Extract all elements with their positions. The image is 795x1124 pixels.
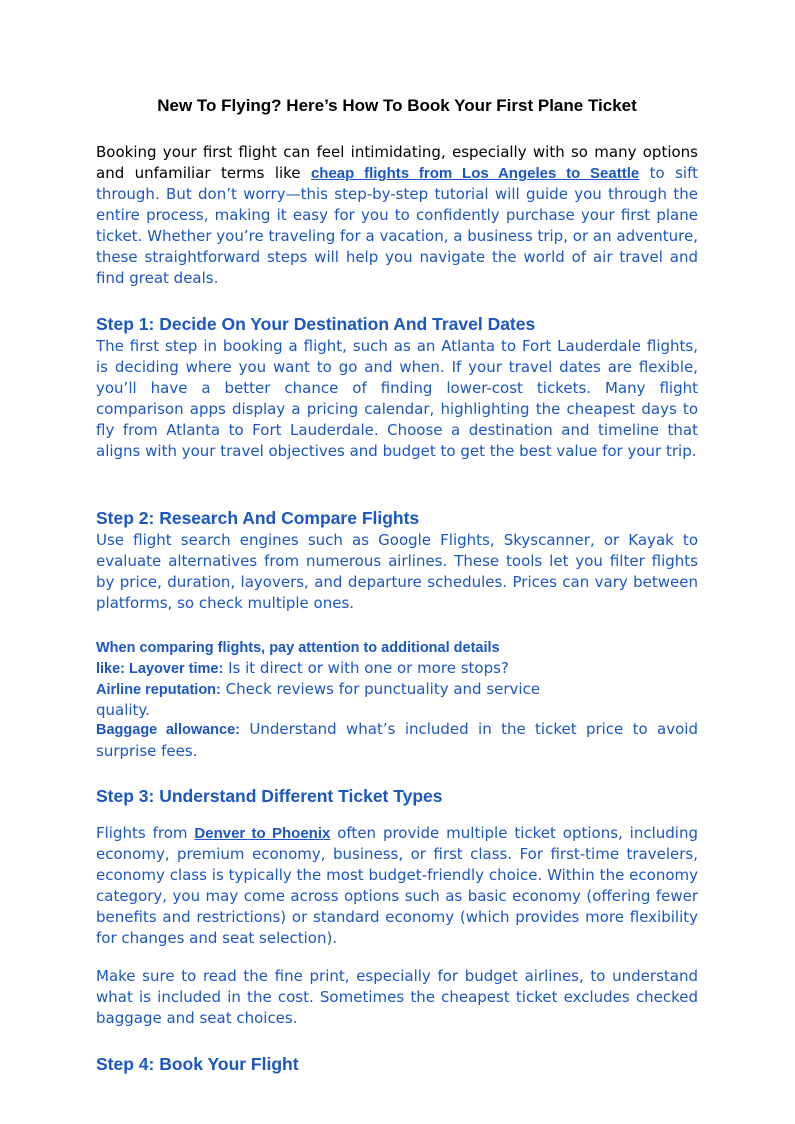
step2-body: Use flight search engines such as Google Flights, Skyscanner, or Kayak to evaluate alternatives from numerous airlines. These tools let you filter flights by price, duration, layovers, and departure schedules. Prices can vary between platforms, so check multiple ones.	[96, 531, 698, 612]
baggage-text: Understand what’s included in the ticket price to avoid surprise fees.	[96, 720, 698, 760]
step1-heading: Step 1: Decide On Your Destination And Travel Dates	[96, 314, 536, 334]
intro-paragraph	[96, 142, 698, 289]
details-heading: When comparing flights, pay attention to additional details	[96, 640, 500, 656]
step4-heading: Step 4: Book Your Flight	[96, 1054, 299, 1074]
denver-phoenix-link[interactable]: Denver to Phoenix	[194, 825, 331, 842]
step2-heading: Step 2: Research And Compare Flights	[96, 508, 420, 528]
baggage-item	[96, 719, 698, 762]
page-title: New To Flying? Here’s How To Book Your First Plane Ticket	[157, 96, 637, 115]
intro-text: Booking your first flight can feel intimidating, especially with so many options and unfamiliar terms like	[96, 143, 698, 182]
step3-paragraph1	[96, 823, 698, 949]
intro-text-continued: to sift through. But don’t worry—this step-by-step tutorial will guide you through the entire process, making it easy for you to confidently purchase your first plane ticket. Whether you’re traveling for a vacation, a business trip, or an adventure, these straightforward steps will help you navigate the world of air travel and find great deals.	[96, 164, 698, 287]
airline-text-continued: quality.	[96, 701, 150, 719]
airline-text: Check reviews for punctuality and service	[220, 680, 541, 698]
airline-label: Airline reputation:	[96, 682, 221, 698]
step3-paragraph2: Make sure to read the fine print, especially for budget airlines, to understand what is included in the cost. Sometimes the cheapest ticket excludes checked baggage and seat choices.	[96, 967, 698, 1027]
step1-body: The first step in booking a flight, such as an Atlanta to Fort Lauderdale flights, is deciding where you want to go and when. If your travel dates are flexible, you’ll have a better chance of finding lower-cost tickets. Many flight comparison apps display a pricing calendar, highlighting the cheapest days to fly from Atlanta to Fort Lauderdale. Choose a destination and timeline that aligns with your travel objectives and budget to get the best value for your trip.	[96, 337, 698, 460]
comparison-details	[96, 638, 698, 721]
step3-p1-after: often provide multiple ticket options, including economy, premium economy, business, or first class. For first-time travelers, economy class is typically the most budget-friendly choice. Within the economy category, you may come across options such as basic economy (offering fewer benefits and restrictions) or standard economy (which provides more flexibility for changes and seat selection).	[96, 824, 698, 947]
step3-heading: Step 3: Understand Different Ticket Types	[96, 786, 443, 806]
layover-label: like: Layover time:	[96, 661, 224, 677]
los-angeles-seattle-link[interactable]: cheap flights from Los Angeles to Seattle	[310, 165, 640, 182]
step3-p1-before: Flights from	[96, 824, 195, 842]
baggage-label: Baggage allowance:	[96, 722, 240, 738]
layover-text: Is it direct or with one or more stops?	[223, 659, 509, 677]
